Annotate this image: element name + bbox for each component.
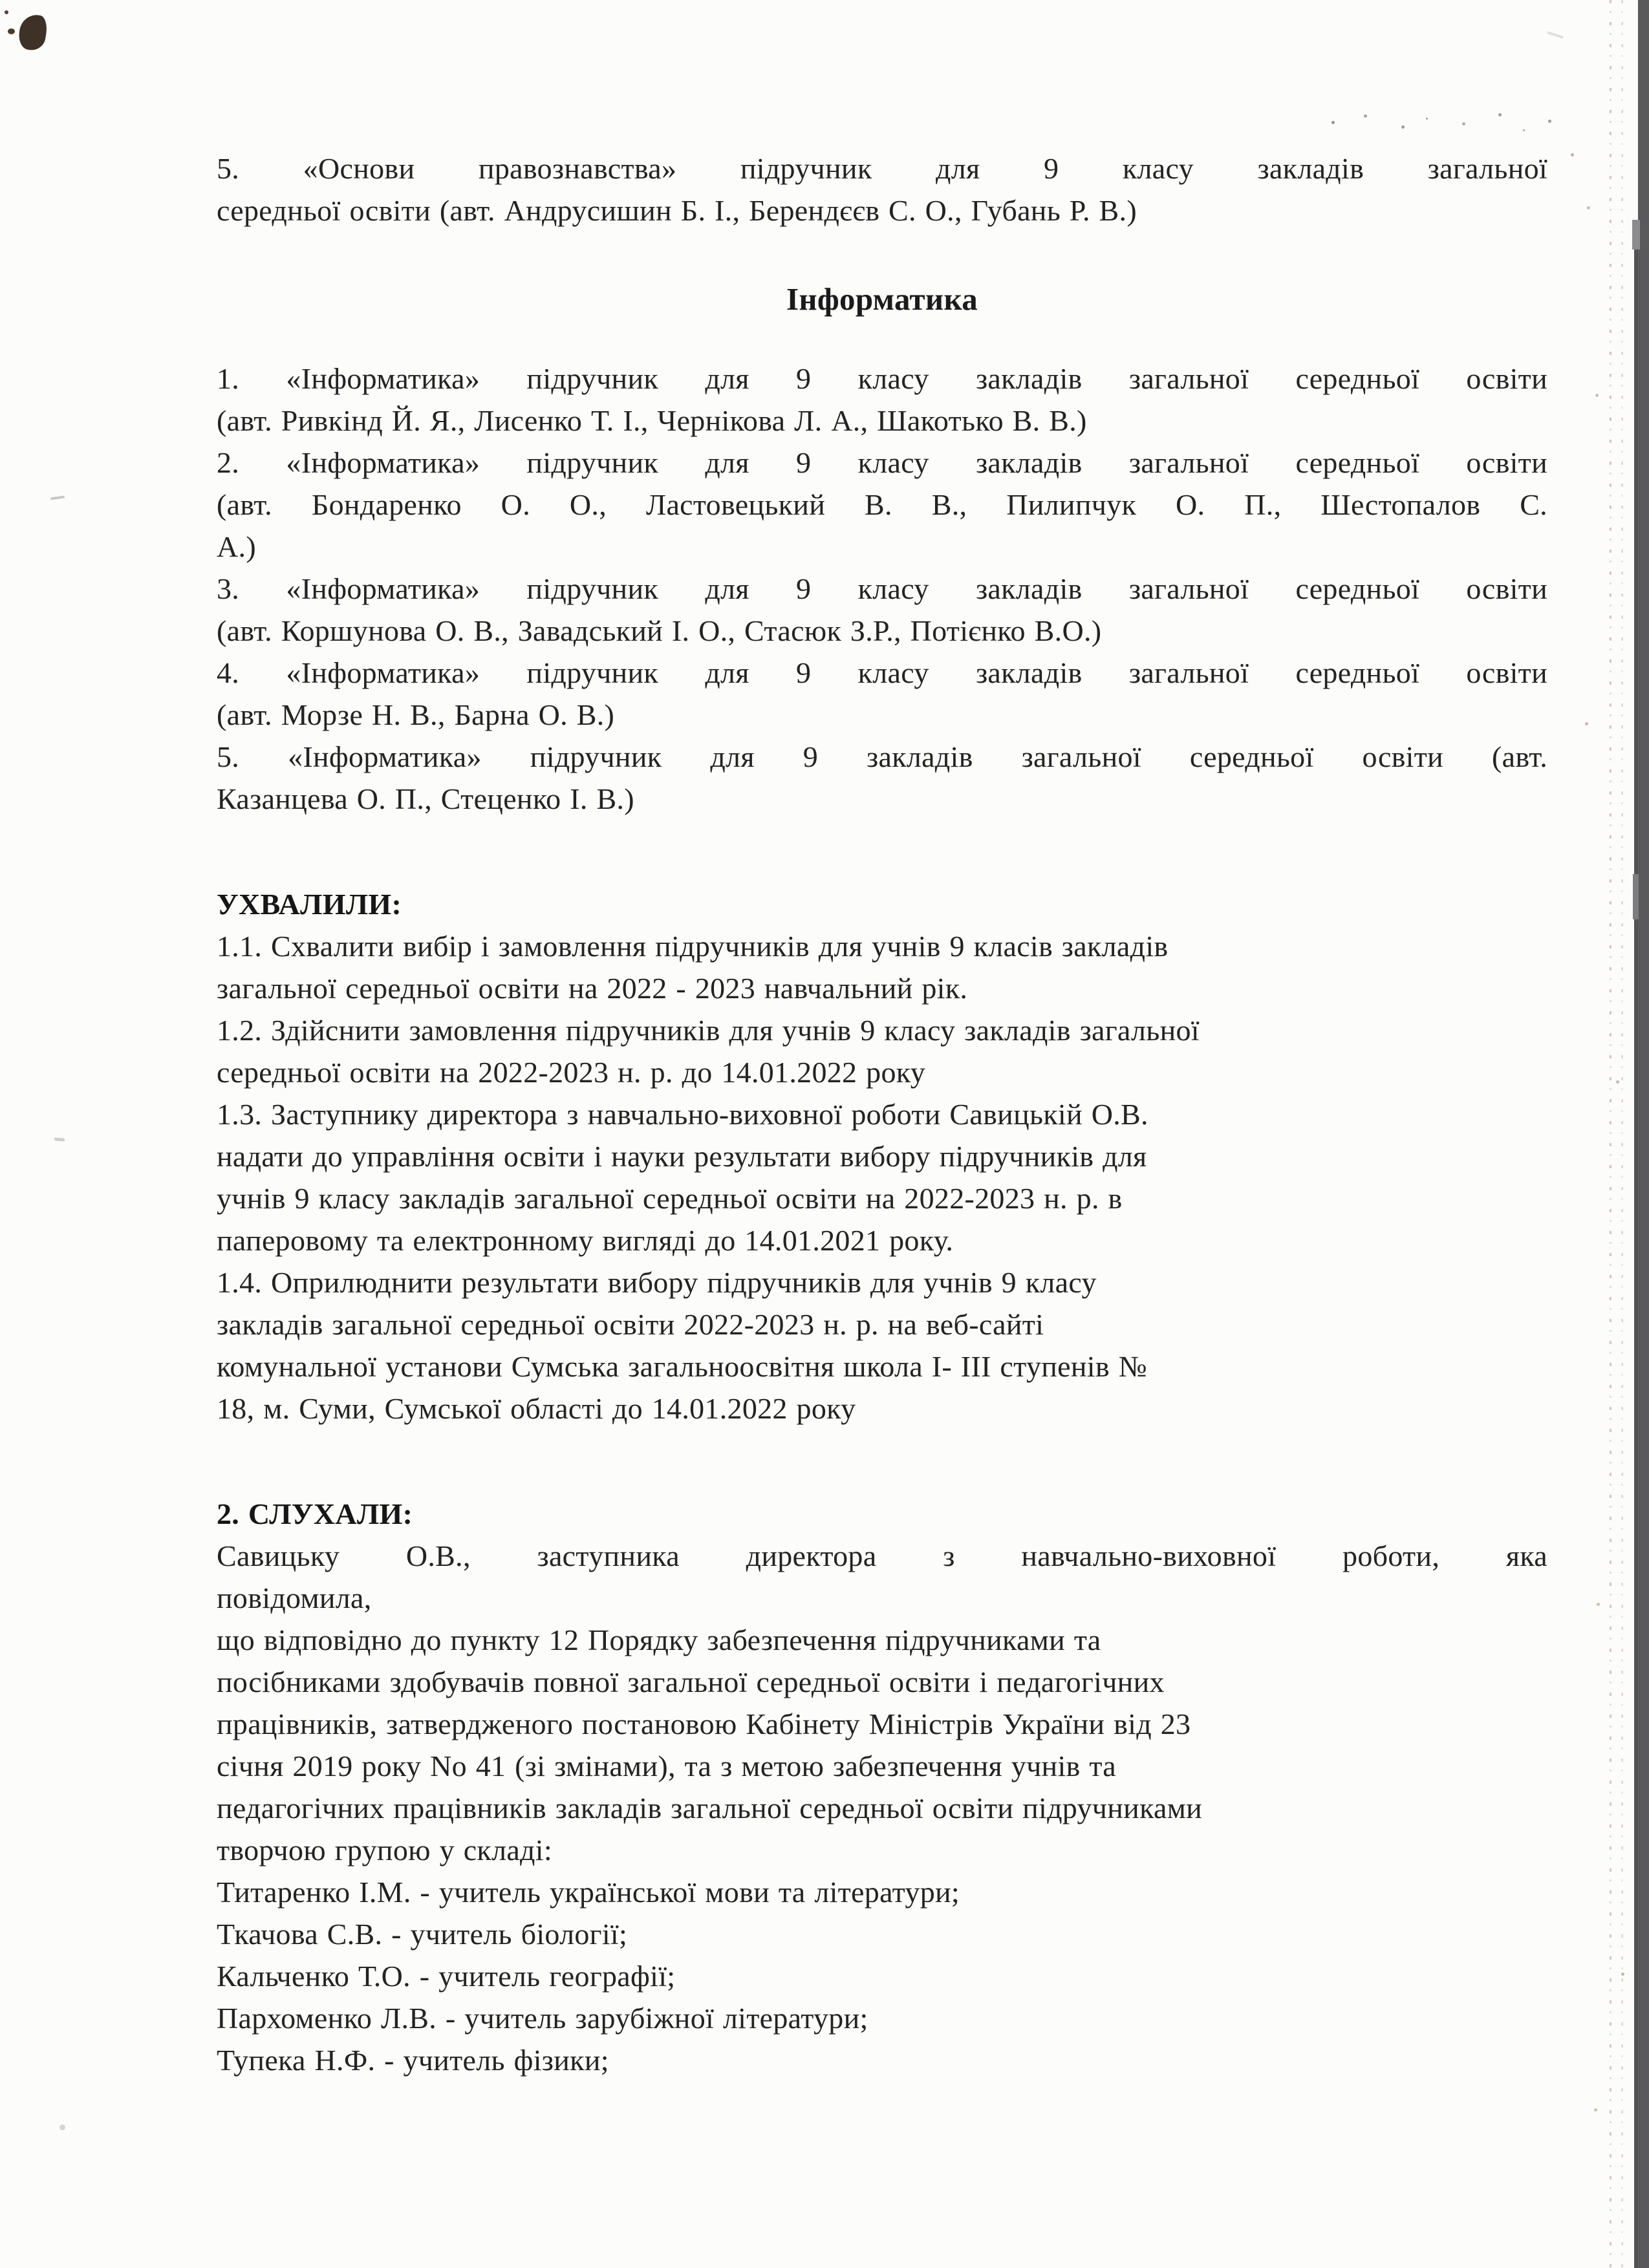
heard-body xyxy=(217,1619,1547,1871)
text-line: (авт. Морзе Н. В., Барна О. В.) xyxy=(217,698,615,731)
text-line: 5. «Інформатика» підручник для 9 закладів загальної середньої освіти (авт. xyxy=(217,740,1547,773)
text-line: Ткачова С.В. - учитель біології; xyxy=(217,1918,628,1951)
resolution-1-3 xyxy=(217,1093,1547,1261)
text-line: 5. «Основи правознавства» підручник для 9 класу закладів загальної xyxy=(217,152,1547,185)
text-line: загальної середньої освіти на 2022 - 2023 навчальний рік. xyxy=(217,972,968,1005)
document-body xyxy=(217,147,1547,2081)
text-line: 4. «Інформатика» підручник для 9 класу закладів загальної середньої освіти xyxy=(217,656,1547,689)
text-line: 2. «Інформатика» підручник для 9 класу закладів загальної середньої освіти xyxy=(217,446,1547,479)
informatics-item-4 xyxy=(217,652,1547,736)
scan-dotted-line xyxy=(1610,0,1611,2268)
text-line: 1.2. Здійснити замовлення підручників для учнів 9 класу закладів загальної xyxy=(217,1014,1200,1047)
resolution-1-2 xyxy=(217,1009,1547,1093)
ink-blot xyxy=(16,12,50,53)
text-line: 1.3. Заступнику директора з навчально-виховної роботи Савицькій О.В. xyxy=(217,1098,1148,1131)
working-group-list xyxy=(217,1871,1547,2081)
text-line: педагогічних працівників закладів загальної середньої освіти підручниками xyxy=(217,1792,1203,1824)
informatics-item-5 xyxy=(217,736,1547,820)
text-line: (авт. Бондаренко О. О., Ластовецький В. В., Пилипчук О. П., Шестопалов С. xyxy=(217,488,1547,521)
text-line: посібниками здобувачів повної загальної середньої освіти і педагогічних xyxy=(217,1665,1165,1698)
heard-speaker xyxy=(217,1535,1547,1619)
speckle-noise xyxy=(0,0,2,2)
text-line: (авт. Ривкінд Й. Я., Лисенко Т. І., Чернікова Л. А., Шакотько В. В.) xyxy=(217,404,1087,437)
informatics-item-3 xyxy=(217,568,1547,652)
scan-edge-shadow xyxy=(1638,0,1649,2268)
text-line: (авт. Коршунова О. В., Завадський І. О., Стасюк З.Р., Потієнко В.О.) xyxy=(217,614,1102,647)
text-line: Савицьку О.В., заступника директора з навчально-виховної роботи, яка xyxy=(217,1539,1547,1572)
text-line: А.) xyxy=(217,530,256,563)
ink-blot-dot xyxy=(5,10,8,14)
margin-smudge xyxy=(1547,31,1564,39)
margin-smudge xyxy=(59,2124,65,2130)
text-line: 1.1. Схвалити вибір і замовлення підручників для учнів 9 класів закладів xyxy=(217,930,1169,963)
text-line: середньої освіти (авт. Андрусишин Б. І., Берендєєв С. О., Губань Р. В.) xyxy=(217,194,1137,227)
text-line: 1.4. Оприлюднити результати вибору підручників для учнів 9 класу xyxy=(217,1266,1097,1299)
text-line: Казанцева О. П., Стеценко І. В.) xyxy=(217,782,634,815)
text-line: учнів 9 класу закладів загальної середньої освіти на 2022-2023 н. р. в xyxy=(217,1182,1123,1215)
informatics-item-2 xyxy=(217,442,1547,568)
resolution-1-1 xyxy=(217,925,1547,1009)
informatics-item-1 xyxy=(217,358,1547,442)
text-line: січня 2019 року No 41 (зі змінами), та з метою забезпечення учнів та xyxy=(217,1749,1117,1782)
text-line: 1. «Інформатика» підручник для 9 класу закладів загальної середньої освіти xyxy=(217,362,1547,395)
text-line: Титаренко І.М. - учитель української мови та літератури; xyxy=(217,1876,960,1909)
textbook-law-item-5 xyxy=(217,147,1547,231)
text-line: творчою групою у складі: xyxy=(217,1834,552,1867)
resolution-1-4 xyxy=(217,1261,1547,1429)
text-line: комунальної установи Сумська загальноосвітня школа І- ІІІ ступенів № xyxy=(217,1350,1147,1383)
informatics-section-heading: Інформатика xyxy=(786,281,978,317)
margin-smudge xyxy=(54,1137,65,1141)
text-line: паперовому та електронному вигляді до 14.01.2021 року. xyxy=(217,1224,954,1257)
text-line: Пархоменко Л.В. - учитель зарубіжної літератури; xyxy=(217,2002,868,2035)
margin-smudge xyxy=(50,495,65,500)
scan-dotted-line xyxy=(1621,0,1623,2268)
text-line: Тупека Н.Ф. - учитель фізики; xyxy=(217,2044,609,2077)
text-line: 18, м. Суми, Сумської області до 14.01.2022 року xyxy=(217,1392,856,1425)
text-line: надати до управління освіти і науки результати вибору підручників для xyxy=(217,1140,1147,1173)
resolved-label: УХВАЛИЛИ: xyxy=(217,888,402,921)
text-line: середньої освіти на 2022-2023 н. р. до 14.01.2022 року xyxy=(217,1056,926,1089)
text-line: Кальченко Т.О. - учитель географії; xyxy=(217,1960,676,1993)
text-line: повідомила, xyxy=(217,1581,372,1614)
text-line: що відповідно до пункту 12 Порядку забезпечення підручниками та xyxy=(217,1623,1101,1656)
scan-edge-notch xyxy=(1633,874,1639,919)
heard-label: 2. СЛУХАЛИ: xyxy=(217,1497,413,1530)
ink-blot-small xyxy=(8,28,15,34)
text-line: працівників, затвердженого постановою Кабінету Міністрів України від 23 xyxy=(217,1707,1191,1740)
text-line: 3. «Інформатика» підручник для 9 класу закладів загальної середньої освіти xyxy=(217,572,1547,605)
text-line: закладів загальної середньої освіти 2022-2023 н. р. на веб-сайті xyxy=(217,1308,1044,1341)
scan-edge-notch xyxy=(1632,220,1640,250)
